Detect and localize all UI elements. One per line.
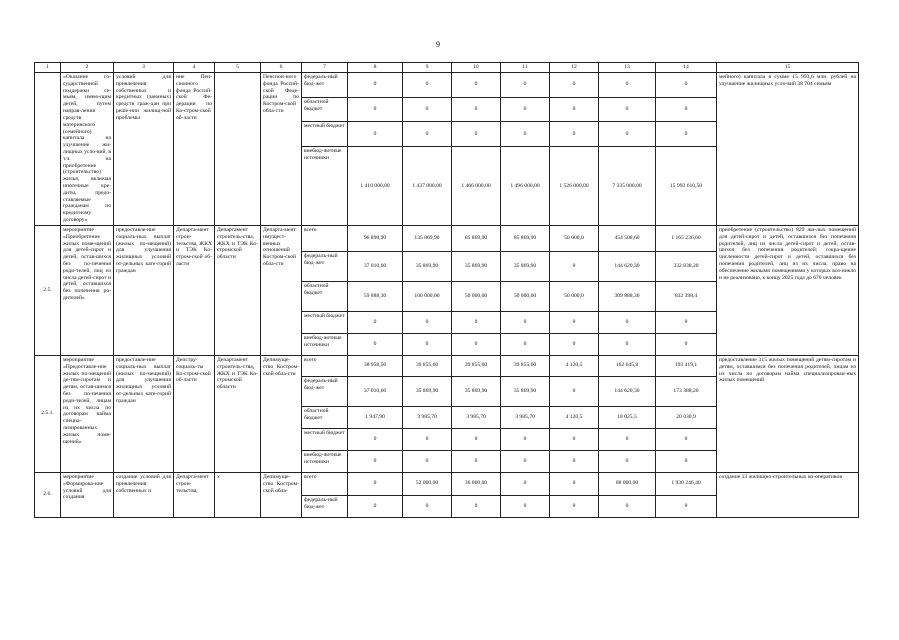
amount-cell: 0 xyxy=(550,251,599,281)
amount-cell: 4 120,5 xyxy=(550,406,599,428)
header-cell-12: 12 xyxy=(550,63,599,73)
amount-cell: 85 869,90 xyxy=(501,225,550,251)
amount-cell: 0 xyxy=(550,311,599,333)
amount-cell: 0 xyxy=(656,97,717,122)
amount-cell: 0 xyxy=(656,450,717,472)
funding-source: внебюд-жетные источники xyxy=(302,147,348,226)
amount-cell: 7 335 000,00 xyxy=(599,147,656,226)
amount-cell: 0 xyxy=(501,73,550,98)
amount-cell: 0 xyxy=(656,311,717,333)
amount-cell: 3 985,70 xyxy=(452,406,501,428)
program-table xyxy=(34,62,859,518)
amount-cell: 0 xyxy=(348,450,403,472)
header-cell-10: 10 xyxy=(452,63,501,73)
amount-cell: 0 xyxy=(452,73,501,98)
amount-cell: 50 000,0 xyxy=(550,225,599,251)
funding-source: внебюд-жетные источники xyxy=(302,333,348,355)
amount-cell: 193 419,1 xyxy=(656,355,717,376)
amount-cell: 36 000,00 xyxy=(452,472,501,495)
funding-source: федераль-ный бюд-жет xyxy=(302,251,348,281)
amount-cell: 1 165 236,60 xyxy=(656,225,717,251)
amount-cell: 0 xyxy=(656,122,717,147)
header-cell-1: 1 xyxy=(35,63,61,73)
amount-cell: 0 xyxy=(599,495,656,517)
responsible-executor: ние Пен-сионного фонда Россий-ской Фе-дерации по Ко-стром-ской об-ласти xyxy=(174,73,215,226)
amount-cell: 0 xyxy=(656,73,717,98)
amount-cell: 50 000,00 xyxy=(501,281,550,311)
amount-cell: 144 620,30 xyxy=(599,251,656,281)
amount-cell: 0 xyxy=(501,495,550,517)
measure-goal: создание условий для привлечения собственных и xyxy=(114,472,174,517)
amount-cell: 0 xyxy=(403,428,452,450)
amount-cell: 35 869,90 xyxy=(452,251,501,281)
amount-cell: 0 xyxy=(599,97,656,122)
amount-cell: 1 437 000,00 xyxy=(403,147,452,226)
funding-source: областной бюджет xyxy=(302,281,348,311)
measure-name: мероприятие «Приобретение жилых поме-щений для детей-сирот и детей, остав-шихся без по-печения роди-телей, лиц из числа детей-сирот и детей, оставшихся без попечения ро-дителей» xyxy=(61,225,114,355)
amount-cell: 0 xyxy=(403,333,452,355)
amount-cell: 0 xyxy=(348,97,403,122)
header-cell-2: 2 xyxy=(61,63,114,73)
header-cell-9: 9 xyxy=(403,63,452,73)
amount-cell: 1 496 000,00 xyxy=(501,147,550,226)
amount-cell: 35 869,90 xyxy=(403,251,452,281)
amount-cell: 0 xyxy=(403,311,452,333)
measure-goal: предоставле-ние социаль-ных выплат (жилых по-мещений) для улучшения жилищных условий от-дельных кате-горий граждан xyxy=(114,355,174,472)
amount-cell: 35 869,90 xyxy=(403,376,452,406)
participant: Департа-мент имущест-венных отношений Костром-ской обла-сти xyxy=(261,225,302,355)
amount-cell: 162 645,8 xyxy=(599,355,656,376)
amount-cell: 0 xyxy=(452,97,501,122)
table-row xyxy=(35,472,859,495)
amount-cell: 0 xyxy=(550,376,599,406)
responsible-executor: Депстру-социаль-ты Ко-стром-ской об-ласти xyxy=(174,355,215,472)
amount-cell: 52 000,00 xyxy=(403,472,452,495)
amount-cell: 50 000,00 xyxy=(452,281,501,311)
participant: Депимуще-ство Костром-ской обла-сти xyxy=(261,355,302,472)
amount-cell: 3 985,70 xyxy=(403,406,452,428)
amount-cell: 135 869,90 xyxy=(403,225,452,251)
amount-cell: 0 xyxy=(550,428,599,450)
amount-cell: 0 xyxy=(599,333,656,355)
amount-cell: 0 xyxy=(403,97,452,122)
funding-source: всего xyxy=(302,355,348,376)
amount-cell: 0 xyxy=(599,122,656,147)
item-number: 2.6. xyxy=(35,472,61,517)
amount-cell: 59 888,30 xyxy=(348,281,403,311)
amount-cell: 0 xyxy=(599,311,656,333)
responsible-executor: Департа-мент строи-тельства, xyxy=(174,472,215,517)
amount-cell: 0 xyxy=(550,495,599,517)
amount-cell: 0 xyxy=(452,311,501,333)
page-number: 9 xyxy=(436,40,440,49)
item-number: 2.5. xyxy=(35,225,61,355)
header-cell-4: 4 xyxy=(174,63,215,73)
header-cell-5: 5 xyxy=(215,63,261,73)
participant: Депимуще-ство Костром-ской обла- xyxy=(261,472,302,517)
amount-cell: 454 508,60 xyxy=(599,225,656,251)
measure-name: мероприятие «Формирова-ние условий для создания xyxy=(61,472,114,517)
amount-cell: 39 855,60 xyxy=(403,355,452,376)
table-row xyxy=(35,355,859,376)
expected-result: предоставление 315 жилых помещений детям-сиротам и детям, оставшимся без попечения родителей, лицам из их числа по договорам найма специализирован-ных жилых помещений xyxy=(717,355,859,472)
amount-cell: 0 xyxy=(550,97,599,122)
amount-cell: 88 000,00 xyxy=(599,472,656,495)
co-executor xyxy=(215,73,261,226)
amount-cell: 0 xyxy=(348,472,403,495)
measure-goal: предоставле-ние социаль-ных выплат (жилых по-мещений) для улучшения жилищных условий от-дельных кате-горий граждан xyxy=(114,225,174,355)
amount-cell: 15 993 610,50 xyxy=(656,147,717,226)
funding-source: местный бюджет xyxy=(302,122,348,147)
amount-cell: 50 000,0 xyxy=(550,281,599,311)
amount-cell: 0 xyxy=(501,428,550,450)
expected-result: создание 13 жилищно-строительных ко-оперативов xyxy=(717,472,859,517)
amount-cell: 18 025,5 xyxy=(599,406,656,428)
responsible-executor: Департа-мент строи-тельства, ЖКХ и ТЭК Ко-стром-ской об-ласти xyxy=(174,225,215,355)
amount-cell: 1 466 000,00 xyxy=(452,147,501,226)
amount-cell: 35 869,90 xyxy=(501,376,550,406)
amount-cell: 1 526 000,00 xyxy=(550,147,599,226)
header-row xyxy=(35,63,859,73)
item-number xyxy=(35,73,61,226)
amount-cell: 0 xyxy=(501,311,550,333)
header-cell-6: 6 xyxy=(261,63,302,73)
amount-cell: 38 958,50 xyxy=(348,355,403,376)
amount-cell: 0 xyxy=(452,495,501,517)
amount-cell: 1 930 246,40 xyxy=(656,472,717,495)
table-row xyxy=(35,225,859,251)
amount-cell: 173 388,20 xyxy=(656,376,717,406)
header-cell-11: 11 xyxy=(501,63,550,73)
amount-cell: 100 000,00 xyxy=(403,281,452,311)
amount-cell: 0 xyxy=(599,428,656,450)
amount-cell: 0 xyxy=(501,333,550,355)
amount-cell: 20 030,9 xyxy=(656,406,717,428)
amount-cell: 0 xyxy=(550,333,599,355)
header-cell-15: 15 xyxy=(717,63,859,73)
table-row xyxy=(35,73,859,98)
amount-cell: 0 xyxy=(348,333,403,355)
measure-goal: условий для привлечения собственных и кредитных (заемных) средств граж-дан при реше-нии жилищ-ной проблемы xyxy=(114,73,174,226)
amount-cell: 1 947,90 xyxy=(348,406,403,428)
amount-cell: 37 010,60 xyxy=(348,376,403,406)
funding-source: федераль-ный бюд-жет xyxy=(302,73,348,98)
funding-source: всего xyxy=(302,225,348,251)
amount-cell: 832 398,4 xyxy=(656,281,717,311)
amount-cell: 35 869,90 xyxy=(452,376,501,406)
amount-cell: 0 xyxy=(550,472,599,495)
amount-cell: 1 410 000,00 xyxy=(348,147,403,226)
amount-cell: 0 xyxy=(501,97,550,122)
amount-cell: 0 xyxy=(348,311,403,333)
amount-cell: 0 xyxy=(599,73,656,98)
amount-cell: 0 xyxy=(550,122,599,147)
amount-cell: 0 xyxy=(599,450,656,472)
amount-cell: 0 xyxy=(403,495,452,517)
amount-cell: 0 xyxy=(501,472,550,495)
co-executor: Департамент строитель-ства, ЖКХ и ТЭК Ко-стромской области xyxy=(215,225,261,355)
header-cell-14: 14 xyxy=(656,63,717,73)
co-executor: х xyxy=(215,472,261,517)
amount-cell: 309 888,30 xyxy=(599,281,656,311)
amount-cell: 0 xyxy=(403,73,452,98)
amount-cell: 0 xyxy=(348,428,403,450)
funding-source: федераль-ный бюд-жет xyxy=(302,376,348,406)
funding-source: местный бюджет xyxy=(302,428,348,450)
funding-source: областной бюджет xyxy=(302,97,348,122)
amount-cell: 0 xyxy=(550,450,599,472)
amount-cell: 0 xyxy=(452,450,501,472)
amount-cell: 332 838,20 xyxy=(656,251,717,281)
amount-cell: 0 xyxy=(348,122,403,147)
participant: Пенсион-ного фонда Россий-ской Феде-рации по Костром-ской обла-сти xyxy=(261,73,302,226)
measure-name: мероприятие «Предоставле-ние жилых по-мещений де-тям-сиротам и детям, остав-шимся без по-печения роди-телей, лицам из их числа по договорам найма специа-лизированных жилых поме-щений» xyxy=(61,355,114,472)
amount-cell: 0 xyxy=(656,428,717,450)
funding-source: областной бюджет xyxy=(302,406,348,428)
amount-cell: 96 898,90 xyxy=(348,225,403,251)
expected-result: приобретение (строительство) 829 жи-лых помещений для детей-сирот и детей, оставшихся без попечения родителей, лиц из числа детей-сирот и детей, остав-шихся без попечения родителей; сокра-щение численности детей-сирот и детей, оставшихся без попечения родителей, лиц из их числа, право на обеспечение жилыми помещениями у которых воз-никло и не реализовано, к концу 2025 года до 670 человек xyxy=(717,225,859,355)
co-executor: Департамент строитель-ства, ЖКХ и ТЭК Ко-стромской области xyxy=(215,355,261,472)
header-cell-3: 3 xyxy=(114,63,174,73)
amount-cell: 0 xyxy=(501,450,550,472)
amount-cell: 0 xyxy=(656,495,717,517)
amount-cell: 39 855,60 xyxy=(501,355,550,376)
amount-cell: 0 xyxy=(403,122,452,147)
amount-cell: 0 xyxy=(452,122,501,147)
amount-cell: 0 xyxy=(656,333,717,355)
amount-cell: 35 869,90 xyxy=(501,251,550,281)
amount-cell: 39 855,60 xyxy=(452,355,501,376)
amount-cell: 0 xyxy=(348,73,403,98)
amount-cell: 85 869,90 xyxy=(452,225,501,251)
funding-source: всего xyxy=(302,472,348,495)
amount-cell: 37 010,60 xyxy=(348,251,403,281)
amount-cell: 3 985,70 xyxy=(501,406,550,428)
header-cell-13: 13 xyxy=(599,63,656,73)
amount-cell: 0 xyxy=(452,333,501,355)
amount-cell: 0 xyxy=(501,122,550,147)
amount-cell: 0 xyxy=(403,450,452,472)
amount-cell: 144 620,30 xyxy=(599,376,656,406)
amount-cell: 0 xyxy=(550,73,599,98)
item-number: 2.5.1. xyxy=(35,355,61,472)
amount-cell: 0 xyxy=(348,495,403,517)
amount-cell: 0 xyxy=(452,428,501,450)
amount-cell: 4 120,5 xyxy=(550,355,599,376)
funding-source: местный бюджет xyxy=(302,311,348,333)
measure-name: «Оказание го-сударственной поддержки се-мьям, имею-щим детей, путем направ-ления средств материнского (семейного) капитала на улучшение жи-лищных усло-вий, в т.ч. на приобретение (строительство) жилья, включая ипотечные кре-диты, предо-ставляемые гражданам по кредитному договору» xyxy=(61,73,114,226)
header-cell-8: 8 xyxy=(348,63,403,73)
header-cell-7: 7 xyxy=(302,63,348,73)
funding-source: внебюд-жетные источники xyxy=(302,450,348,472)
expected-result: мейного) капитала в сумме 15 993,6 млн. рублей на улучшение жилищных усло-вий 38 704 семьям xyxy=(717,73,859,226)
funding-source: федераль-ный бюд-жет xyxy=(302,495,348,517)
